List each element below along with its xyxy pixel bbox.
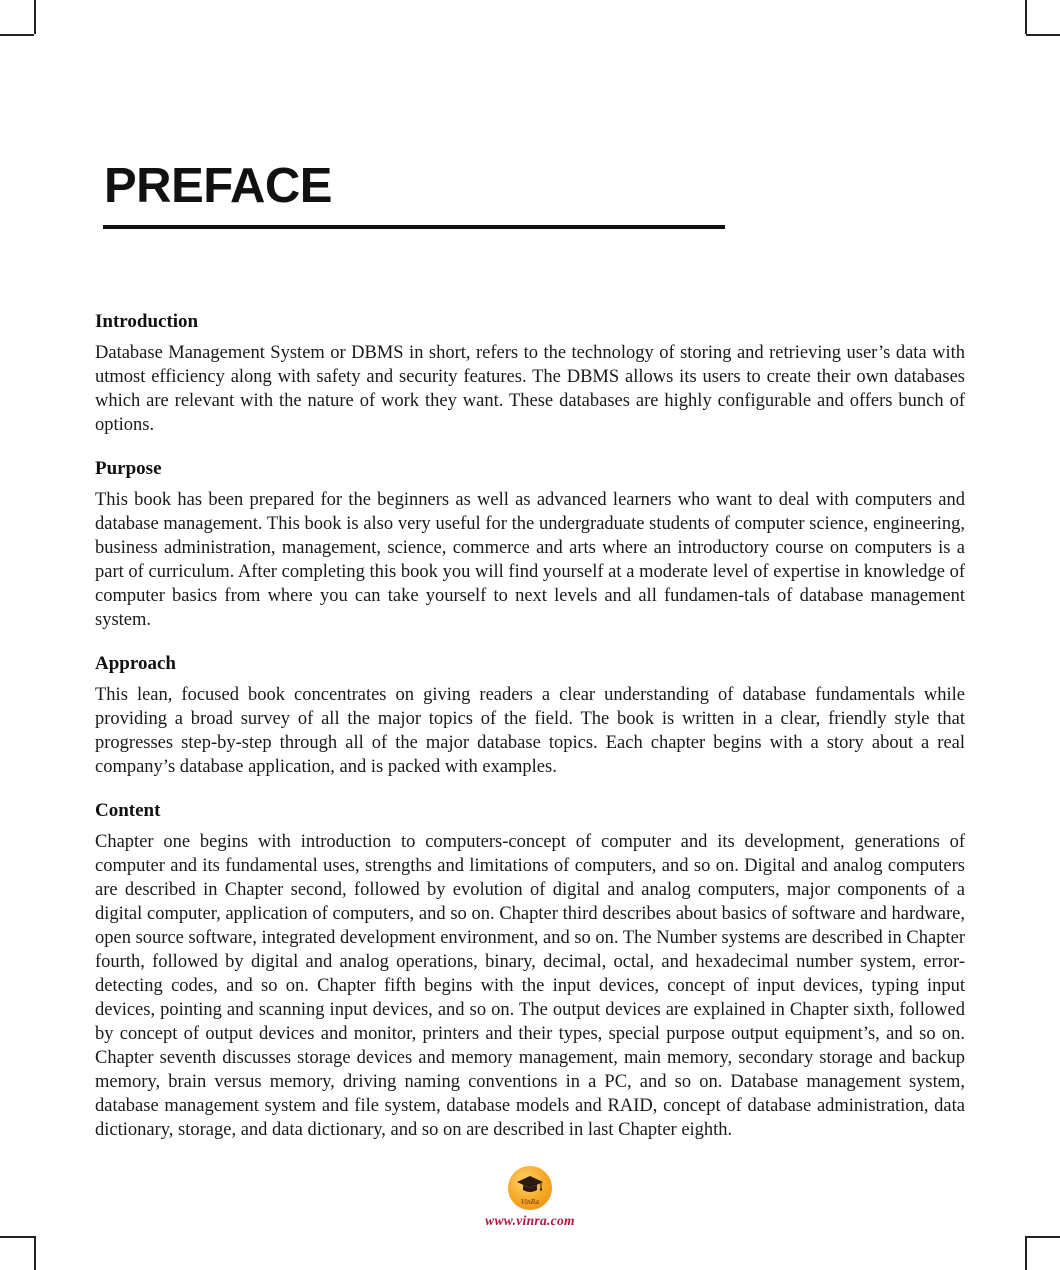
crop-mark-bottom-left	[34, 1236, 36, 1270]
graduation-cap-icon	[516, 1175, 544, 1193]
section-paragraph: Chapter one begins with introduction to computers-concept of computer and its development, generations of computer and its fundamental uses, strengths and limitations of computers, and so on. Digital and analog computers are described in Chapter second, followed by evolution of digital and analog computers, major components of a digital computer, application of computers, and so on. Chapter third describes about basics of software and hardware, open source software, integrated development environment, and so on. The Number systems are described in Chapter fourth, followed by digital and analog operations, binary, decimal, octal, and hexadecimal number system, error-detecting codes, and so on. Chapter fifth begins with the input devices, concept of input devices, typing input devices, pointing and scanning input devices, and so on. The output devices are explained in Chapter sixth, followed by concept of output devices and monitor, printers and their types, special purpose output equipment’s, and so on. Chapter seventh discusses storage devices and memory management, main memory, secondary storage and backup memory, brain versus memory, driving naming conventions in a PC, and so on. Database management system, database management system and file system, database models and RAID, concept of database administration, data dictionary, storage, and data dictionary, and so on are described in last Chapter eighth.	[95, 832, 965, 1140]
publisher-logo	[508, 1166, 552, 1210]
preface-body	[95, 308, 965, 1142]
title-underline	[103, 225, 725, 229]
section-purpose	[95, 455, 965, 632]
section-paragraph: This book has been prepared for the beginners as well as advanced learners who want to deal with computers and database management. This book is also very useful for the undergraduate students of computer science, engineering, business administration, management, science, commerce and arts where an introductory course on computers is a part of curriculum. After completing this book you will find yourself at a moderate level of expertise in knowledge of computer basics from where you can take yourself to next levels and all fundamen-tals of database management system.	[95, 490, 965, 630]
section-introduction	[95, 308, 965, 437]
page-title: PREFACE	[104, 159, 332, 213]
section-content	[95, 797, 965, 1142]
footer-url[interactable]: www.vinra.com	[485, 1213, 575, 1228]
section-heading: Introduction	[95, 311, 199, 332]
crop-mark-bottom-right	[1026, 1236, 1060, 1238]
logo-text: VinRa	[520, 1199, 540, 1206]
crop-mark-bottom-left	[0, 1236, 34, 1238]
section-heading: Content	[95, 800, 161, 821]
section-heading: Approach	[95, 653, 176, 674]
section-heading: Purpose	[95, 458, 162, 479]
page-footer	[0, 1166, 1060, 1229]
section-approach	[95, 650, 965, 779]
section-paragraph: Database Management System or DBMS in short, refers to the technology of storing and retrieving user’s data with utmost efficiency along with safety and security features. The DBMS allows its users to create their own databases which are relevant with the nature of work they want. These databases are highly configurable and offers bunch of options.	[95, 343, 965, 435]
crop-mark-top-left	[0, 34, 34, 36]
crop-mark-bottom-right	[1025, 1236, 1027, 1270]
crop-mark-top-left	[34, 0, 36, 34]
crop-mark-top-right	[1026, 34, 1060, 36]
section-paragraph: This lean, focused book concentrates on giving readers a clear understanding of database fundamentals while providing a broad survey of all the major topics of the field. The book is written in a clear, friendly style that progresses step-by-step through all of the major database topics. Each chapter begins with a story about a real company’s database application, and is packed with examples.	[95, 685, 965, 777]
crop-mark-top-right	[1025, 0, 1027, 34]
